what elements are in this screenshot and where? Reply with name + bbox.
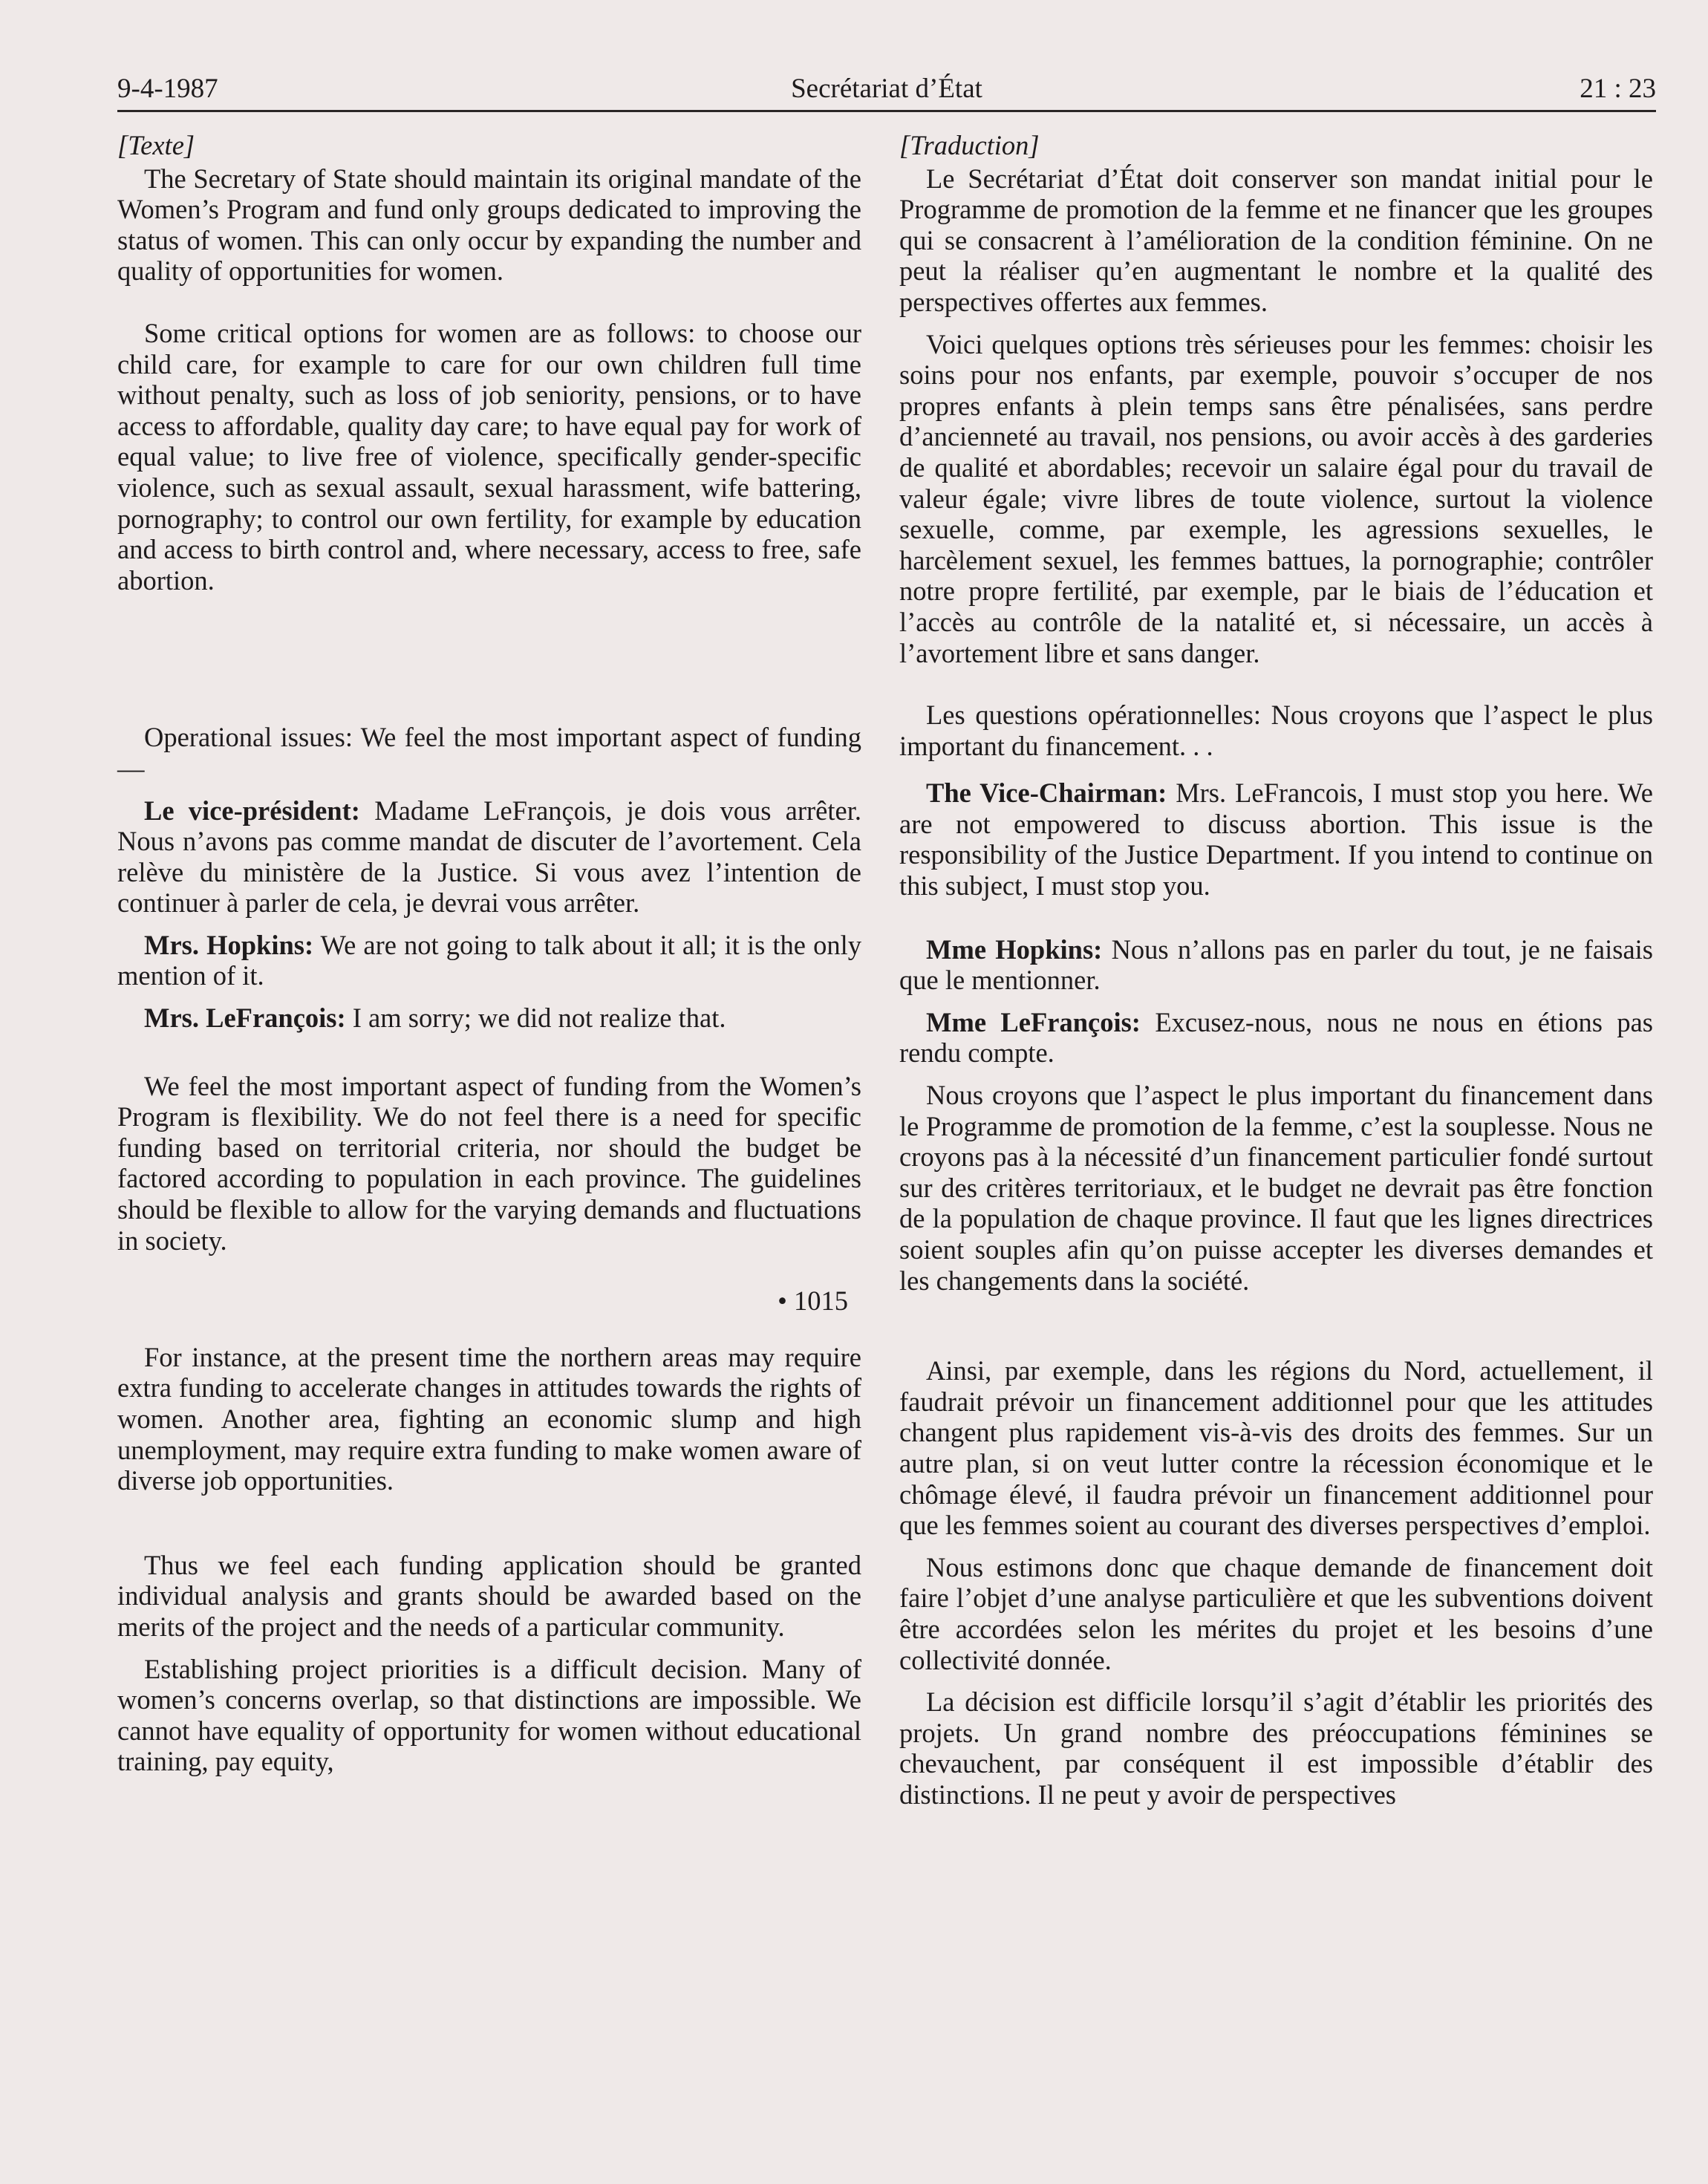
paragraph: Establishing project priorities is a difficult decision. Many of women’s concerns overlap, so that distinctions are impossible. We cannot have equality of opportunity for women without educational training, pay equity, — [117, 1653, 861, 1777]
speaker-text: We are not going to talk about it all; it is the only mention of it. — [117, 929, 861, 991]
speaker-name: Le vice-président: — [144, 795, 360, 826]
speaker-text: Madame LeFrançois, je dois vous arrêter. Nous n’avons pas comme mandat de discuter de l’avortement. Cela relève du ministère de la Justice. Si vous avez l’intention de continuer à parler de cela, je devrai vous arrêter. — [117, 795, 861, 919]
paragraph: Some critical options for women are as follows: to choose our child care, for example to care for our own children full time without penalty, such as loss of job seniority, pensions, or to have access to affordable, quality day care; to have equal pay for work of equal value; to live free of violence, specifically gender-specific violence, such as sexual assault, sexual harassment, wife battering, pornography; to control our own fertility, for example by education and access to birth control and, where necessary, access to free, safe abortion. — [117, 317, 861, 596]
speaker-paragraph — [899, 1007, 1653, 1069]
section-tag: [Traduction] — [899, 130, 1040, 160]
section-tag: [Texte] — [117, 130, 195, 160]
speaker-paragraph — [117, 795, 861, 919]
paragraph: Les questions opérationnelles: Nous croyons que l’aspect le plus important du financement. . . — [899, 700, 1653, 761]
speaker-name: Mrs. LeFrançois: — [144, 1003, 346, 1034]
speaker-name: Mme LeFrançois: — [926, 1006, 1141, 1037]
page-header — [117, 68, 1656, 110]
paragraph: Thus we feel each funding application should be granted individual analysis and grants should be awarded based on the merits of the project and the needs of a particular community. — [117, 1549, 861, 1642]
paragraph: La décision est difficile lorsqu’il s’agit d’établir les priorités des projets. Un grand nombre des préoccupations féminines se chevauchent, par conséquent il est impossible d’établir des distinctions. Il ne peut y avoir de perspectives — [899, 1686, 1653, 1810]
paragraph: Nous estimons donc que chaque demande de financement doit faire l’objet d’une analyse particulière et que les subventions doivent être accordées selon les mérites du projet et les besoins d’une collectivité donnée. — [899, 1551, 1653, 1675]
paragraph: We feel the most important aspect of funding from the Women’s Program is flexibility. We do not feel there is a need for specific funding based on territorial criteria, nor should the budget be factored according to population in each province. The guidelines should be flexible to allow for the varying demands and fluctuations in society. — [117, 1070, 861, 1256]
translation-column — [899, 130, 1653, 1822]
speaker-text: Excusez-nous, nous ne nous en étions pas rendu compte. — [899, 1006, 1653, 1069]
header-rule — [117, 110, 1656, 112]
paragraph: For instance, at the present time the northern areas may require extra funding to accelerate changes in attitudes towards the rights of women. Another area, fighting an economic slump and high unemployment, may require extra funding to make women aware of diverse job opportunities. — [117, 1341, 861, 1496]
paragraph: Ainsi, par exemple, dans les régions du Nord, actuellement, il faudrait prévoir un financement additionnel pour que les attitudes changent plus rapidement vis-à-vis des droits des femmes. Sur un autre plan, si on veut lutter contre la récession économique et le chômage élevé, il faudra prévoir un financement additionnel pour que les femmes soient au courant des diverses perspectives d’emploi. — [899, 1355, 1653, 1541]
speaker-name: Mrs. Hopkins: — [144, 929, 314, 960]
paragraph: Voici quelques options très sérieuses pour les femmes: choisir les soins pour nos enfants, par exemple, pouvoir s’occuper de nos propres enfants à plein temps sans être pénalisées, sans perdre d’ancienneté au travail, nos pensions, ou avoir accès à des garderies de qualité et abordables; recevoir un salaire égal pour du travail de valeur égale; vivre libres de toute violence, surtout la violence sexuelle, comme, par exemple, les agressions sexuelles, le harcèlement sexuel, les femmes battues, la pornographie; contrôler notre propre fertilité, par exemple, par le biais de l’éducation et l’accès au contrôle de la natalité et, si nécessaire, un accès à l’avortement libre et sans danger. — [899, 328, 1653, 668]
publication-title: Secrétariat d’État — [791, 74, 982, 104]
speaker-paragraph — [899, 934, 1653, 996]
speaker-text: I am sorry; we did not realize that. — [345, 1003, 726, 1034]
time-stamp: • 1015 — [778, 1285, 848, 1317]
paragraph: Nous croyons que l’aspect le plus important du financement dans le Programme de promotion de la femme, c’est la souplesse. Nous ne croyons pas à la nécessité d’un financement particulier fondé surtout sur des critères territoriaux, et le budget ne devrait pas être fonction de la population de chaque province. Il faut que les lignes directrices soient souples afin qu’on puisse accepter les diverses demandes et les changements dans la société. — [899, 1080, 1653, 1296]
speaker-paragraph — [117, 1003, 861, 1034]
paragraph: The Secretary of State should maintain its original mandate of the Women’s Program and fund only groups dedicated to improving the status of women. This can only occur by expanding the number and quality of opportunities for women. — [117, 163, 861, 287]
paragraph: Operational issues: We feel the most important aspect of funding— — [117, 722, 861, 783]
speaker-text: Nous n’allons pas en parler du tout, je ne faisais que le mentionner. — [899, 933, 1653, 996]
speaker-text: Mrs. LeFrancois, I must stop you here. We are not empowered to discuss abortion. This issue is the responsibility of the Justice Department. If you intend to continue on this subject, I must stop you. — [899, 778, 1653, 902]
page-number: 21 : 23 — [1580, 74, 1656, 104]
speaker-name: Mme Hopkins: — [926, 933, 1103, 965]
paragraph: Le Secrétariat d’État doit conserver son mandat initial pour le Programme de promotion de la femme et ne financer que les groupes qui se consacrent à l’amélioration de la condition féminine. On ne peut la réaliser qu’en augmentant le nombre et la qualité des perspectives offertes aux femmes. — [899, 163, 1653, 317]
speaker-name: The Vice-Chairman: — [926, 778, 1167, 809]
original-text-column — [117, 130, 861, 1788]
sitting-date: 9-4-1987 — [117, 74, 218, 104]
speaker-paragraph — [117, 930, 861, 991]
speaker-paragraph — [899, 778, 1653, 901]
